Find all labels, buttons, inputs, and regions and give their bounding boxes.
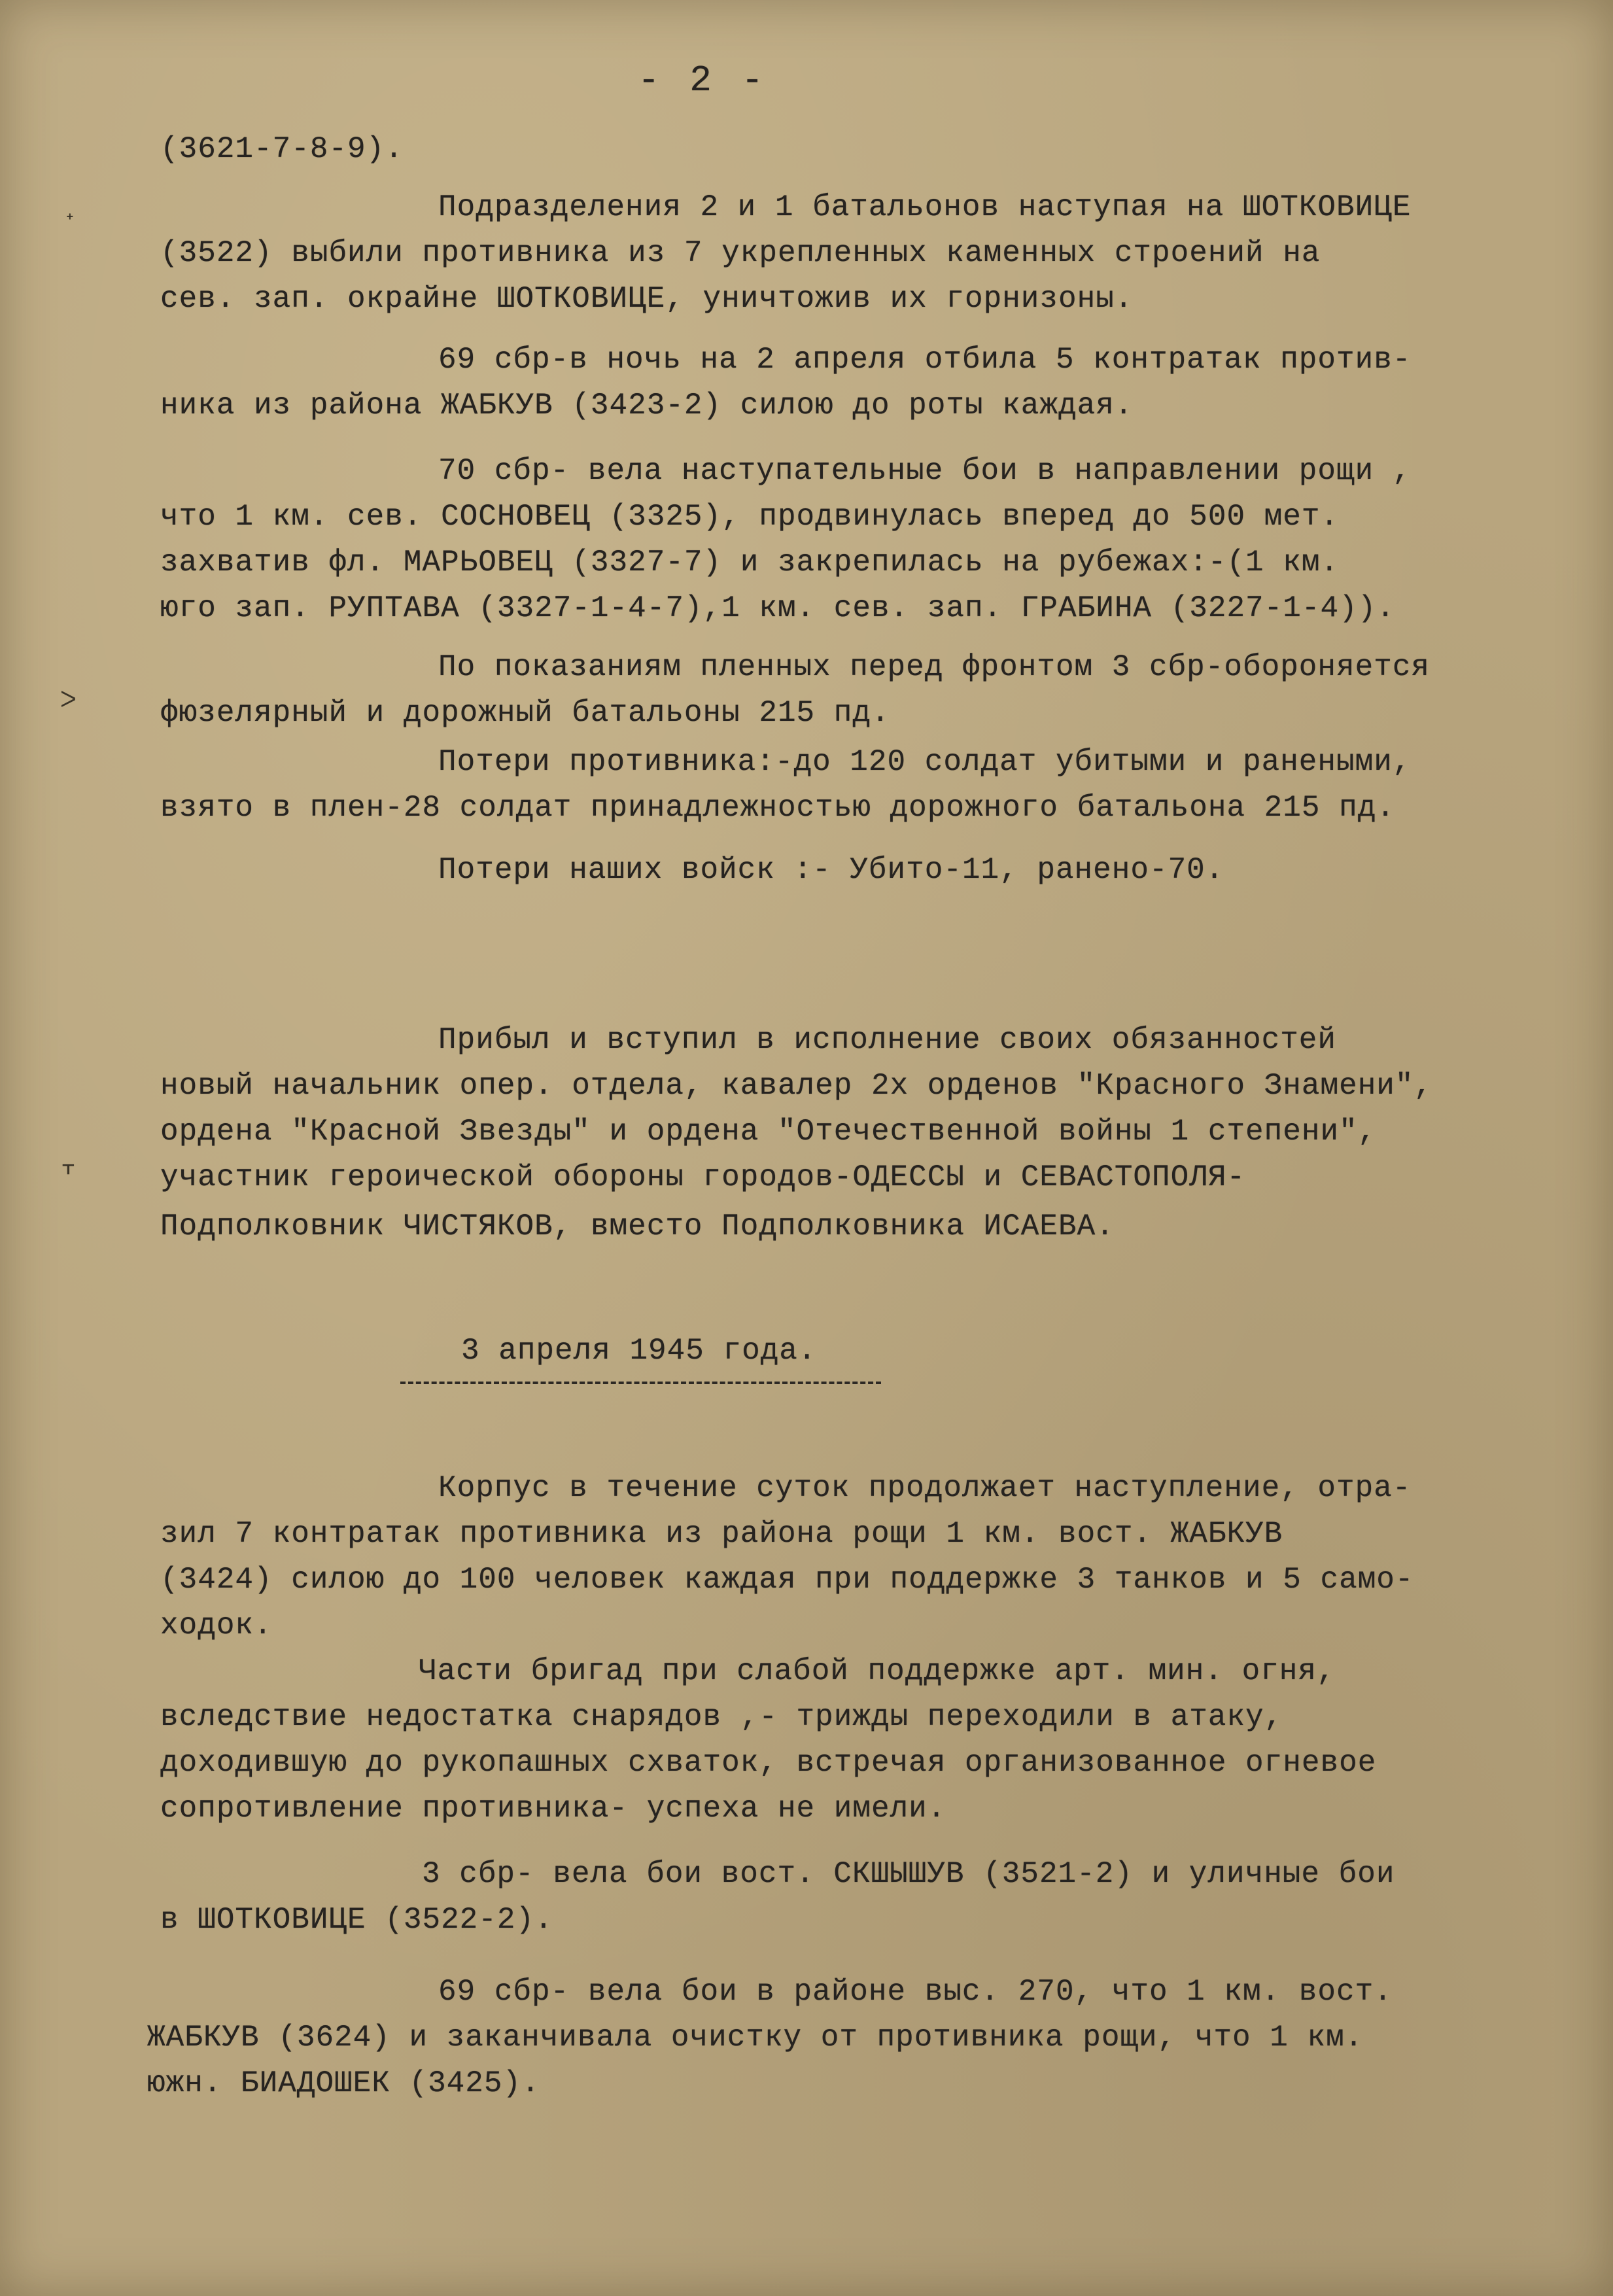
text-line: ордена "Красной Звезды" и ордена "Отечественной войны 1 степени", xyxy=(160,1115,1377,1149)
punch-mark: ᐳ xyxy=(60,687,77,713)
text-line: ЖАБКУВ (3624) и заканчивала очистку от противника рощи, что 1 км. xyxy=(147,2021,1364,2055)
text-line: зил 7 контратак противника из района рощи 1 км. вост. ЖАБКУВ xyxy=(160,1517,1283,1551)
punch-mark: ᐩ xyxy=(65,208,75,234)
text-line: Части бригад при слабой поддержке арт. мин. огня, xyxy=(419,1654,1336,1688)
text-line: ника из района ЖАБКУВ (3423-2) силою до роты каждая. xyxy=(160,389,1134,423)
text-line: что 1 км. сев. СОСНОВЕЦ (3325), продвинулась вперед до 500 мет. xyxy=(160,500,1340,534)
text-line: фюзелярный и дорожный батальоны 215 пд. xyxy=(160,696,890,730)
text-line: Подразделения 2 и 1 батальонов наступая на ШОТКОВИЦЕ xyxy=(438,190,1412,224)
text-line: Прибыл и вступил в исполнение своих обязанностей xyxy=(438,1023,1337,1057)
text-line: 3 сбр- вела бои вост. СКШЫШУВ (3521-2) и уличные бои xyxy=(422,1857,1395,1891)
text-line: новый начальник опер. отдела, кавалер 2х орденов "Красного Знамени", xyxy=(160,1069,1433,1103)
text-line: (3621-7-8-9). xyxy=(160,132,404,166)
text-line: (3522) выбили противника из 7 укрепленных каменных строений на xyxy=(160,236,1321,270)
punch-mark: ᚁ xyxy=(63,1151,74,1177)
text-line: южн. БИАДОШЕК (3425). xyxy=(147,2066,540,2100)
text-line: взято в плен-28 солдат принадлежностью дорожного батальона 215 пд. xyxy=(160,791,1395,825)
text-line: 70 сбр- вела наступательные бои в направлении рощи , xyxy=(438,454,1412,488)
page-number: - 2 - xyxy=(638,60,768,101)
text-line: Потери противника:-до 120 солдат убитыми и ранеными, xyxy=(438,745,1412,779)
heading-underline xyxy=(400,1382,881,1384)
text-line: Потери наших войск :- Убито-11, ранено-70. xyxy=(438,853,1224,887)
section-date-heading: 3 апреля 1945 года. xyxy=(461,1334,817,1368)
text-line: участник героической обороны городов-ОДЕССЫ и СЕВАСТОПОЛЯ- xyxy=(160,1160,1246,1194)
text-line: Подполковник ЧИСТЯКОВ, вместо Подполковника ИСАЕВА. xyxy=(160,1209,1115,1244)
text-line: ходок. xyxy=(160,1609,273,1643)
text-line: сев. зап. окрайне ШОТКОВИЦЕ, уничтожив их горнизоны. xyxy=(160,282,1134,316)
text-line: (3424) силою до 100 человек каждая при поддержке 3 танков и 5 само- xyxy=(160,1563,1414,1597)
text-line: 69 сбр-в ночь на 2 апреля отбила 5 контратак против- xyxy=(438,343,1412,377)
text-line: в ШОТКОВИЦЕ (3522-2). xyxy=(160,1903,553,1937)
text-line: вследствие недостатка снарядов ,- трижды переходили в атаку, xyxy=(160,1700,1283,1734)
text-line: 69 сбр- вела бои в районе выс. 270, что 1 км. вост. xyxy=(438,1975,1393,2009)
text-line: По показаниям пленных перед фронтом 3 сбр-обороняется xyxy=(438,650,1431,684)
text-line: захватив фл. МАРЬОВЕЦ (3327-7) и закрепилась на рубежах:-(1 км. xyxy=(160,546,1340,580)
text-line: доходившую до рукопашных схваток, встречая организованное огневое xyxy=(160,1746,1377,1780)
text-line: сопротивление противника- успеха не имели. xyxy=(160,1792,946,1826)
text-line: юго зап. РУПТАВА (3327-1-4-7),1 км. сев. зап. ГРАБИНА (3227-1-4)). xyxy=(160,591,1395,625)
text-line: Корпус в течение суток продолжает наступление, отра- xyxy=(438,1471,1412,1505)
